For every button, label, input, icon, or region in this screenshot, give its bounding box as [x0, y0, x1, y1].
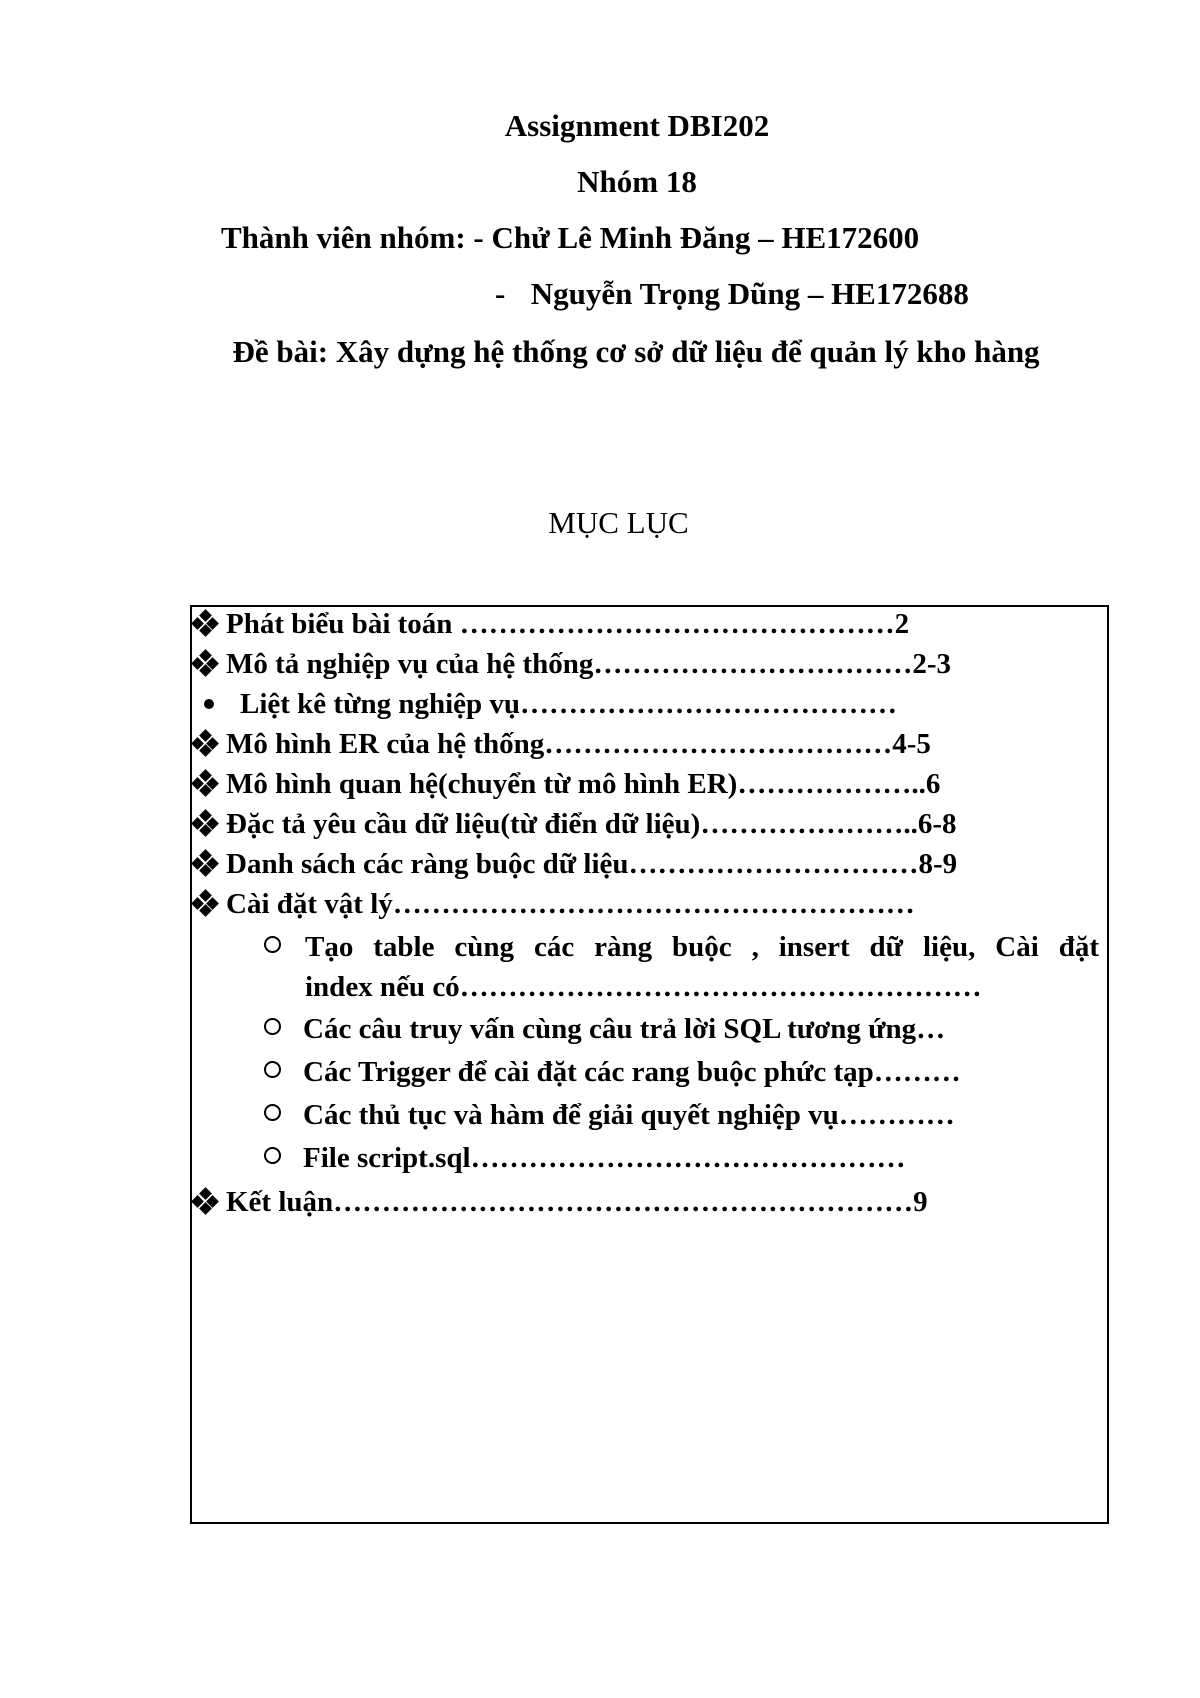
- toc-item-data-dictionary: Đặc tả yêu cầu dữ liệu(từ điển dữ liệu)…………………..6-8: [192, 804, 956, 844]
- diamond-icon: [192, 650, 218, 676]
- diamond-icon: [192, 610, 218, 636]
- toc-subitem-create-tables: Tạo table cùng các ràng buộc , insert dữ liệu, Cài đặt index nếu có………………………………………………: [264, 927, 1099, 1007]
- assignment-topic: Đề bài: Xây dựng hệ thống cơ sở dữ liệu để quản lý kho hàng: [232, 334, 1040, 369]
- members-row-2: [495, 276, 969, 312]
- members-label: Thành viên nhóm:: [221, 220, 466, 255]
- toc-item-problem-statement: Phát biểu bài toán ………………………………………2: [192, 604, 909, 644]
- toc-item-physical-setup: Cài đặt vật lý………………………………………………: [192, 884, 915, 924]
- circle-icon: [264, 1147, 281, 1164]
- toc-heading: MỤC LỤC: [548, 505, 689, 540]
- group-number: Nhóm 18: [577, 164, 697, 199]
- toc-item-relational-model: Mô hình quan hệ(chuyển từ mô hình ER)………………..6: [192, 764, 940, 804]
- table-of-contents: [190, 605, 1109, 1524]
- toc-subitem-procedures: Các thủ tục và hàm để giải quyết nghiệp vụ…………: [264, 1095, 955, 1135]
- toc-item-conclusion: Kết luận……………………………………………………9: [192, 1182, 928, 1222]
- circle-icon: [264, 1104, 281, 1121]
- toc-subitem-triggers: Các Trigger để cài đặt các rang buộc phức tạp………: [264, 1052, 961, 1092]
- diamond-icon: [192, 770, 218, 796]
- diamond-icon: [192, 850, 218, 876]
- diamond-icon: [192, 730, 218, 756]
- member-2: Nguyễn Trọng Dũng – HE172688: [530, 276, 969, 311]
- circle-icon: [264, 936, 281, 953]
- diamond-icon: [192, 1188, 218, 1214]
- toc-subitem-script-file: File script.sql………………………………………: [264, 1138, 906, 1178]
- circle-icon: [264, 1061, 281, 1078]
- diamond-icon: [192, 890, 218, 916]
- members-row-1: [221, 220, 919, 256]
- circle-icon: [264, 1018, 281, 1035]
- toc-subitem-queries: Các câu truy vấn cùng câu trả lời SQL tương ứng…: [264, 1009, 945, 1049]
- toc-item-constraints: Danh sách các ràng buộc dữ liệu…………………………8-9: [192, 844, 957, 884]
- toc-item-business-description: Mô tả nghiệp vụ của hệ thống……………………………2-3: [192, 644, 951, 684]
- diamond-icon: [192, 810, 218, 836]
- member-1: - Chử Lê Minh Đăng – HE172600: [473, 220, 920, 255]
- member-2-dash: -: [495, 276, 506, 311]
- bullet-icon: [204, 699, 214, 709]
- toc-item-list-operations: Liệt kê từng nghiệp vụ…………………………………: [192, 684, 897, 724]
- document-title: Assignment DBI202: [504, 108, 770, 143]
- toc-item-er-model: Mô hình ER của hệ thống………………………………4-5: [192, 724, 931, 764]
